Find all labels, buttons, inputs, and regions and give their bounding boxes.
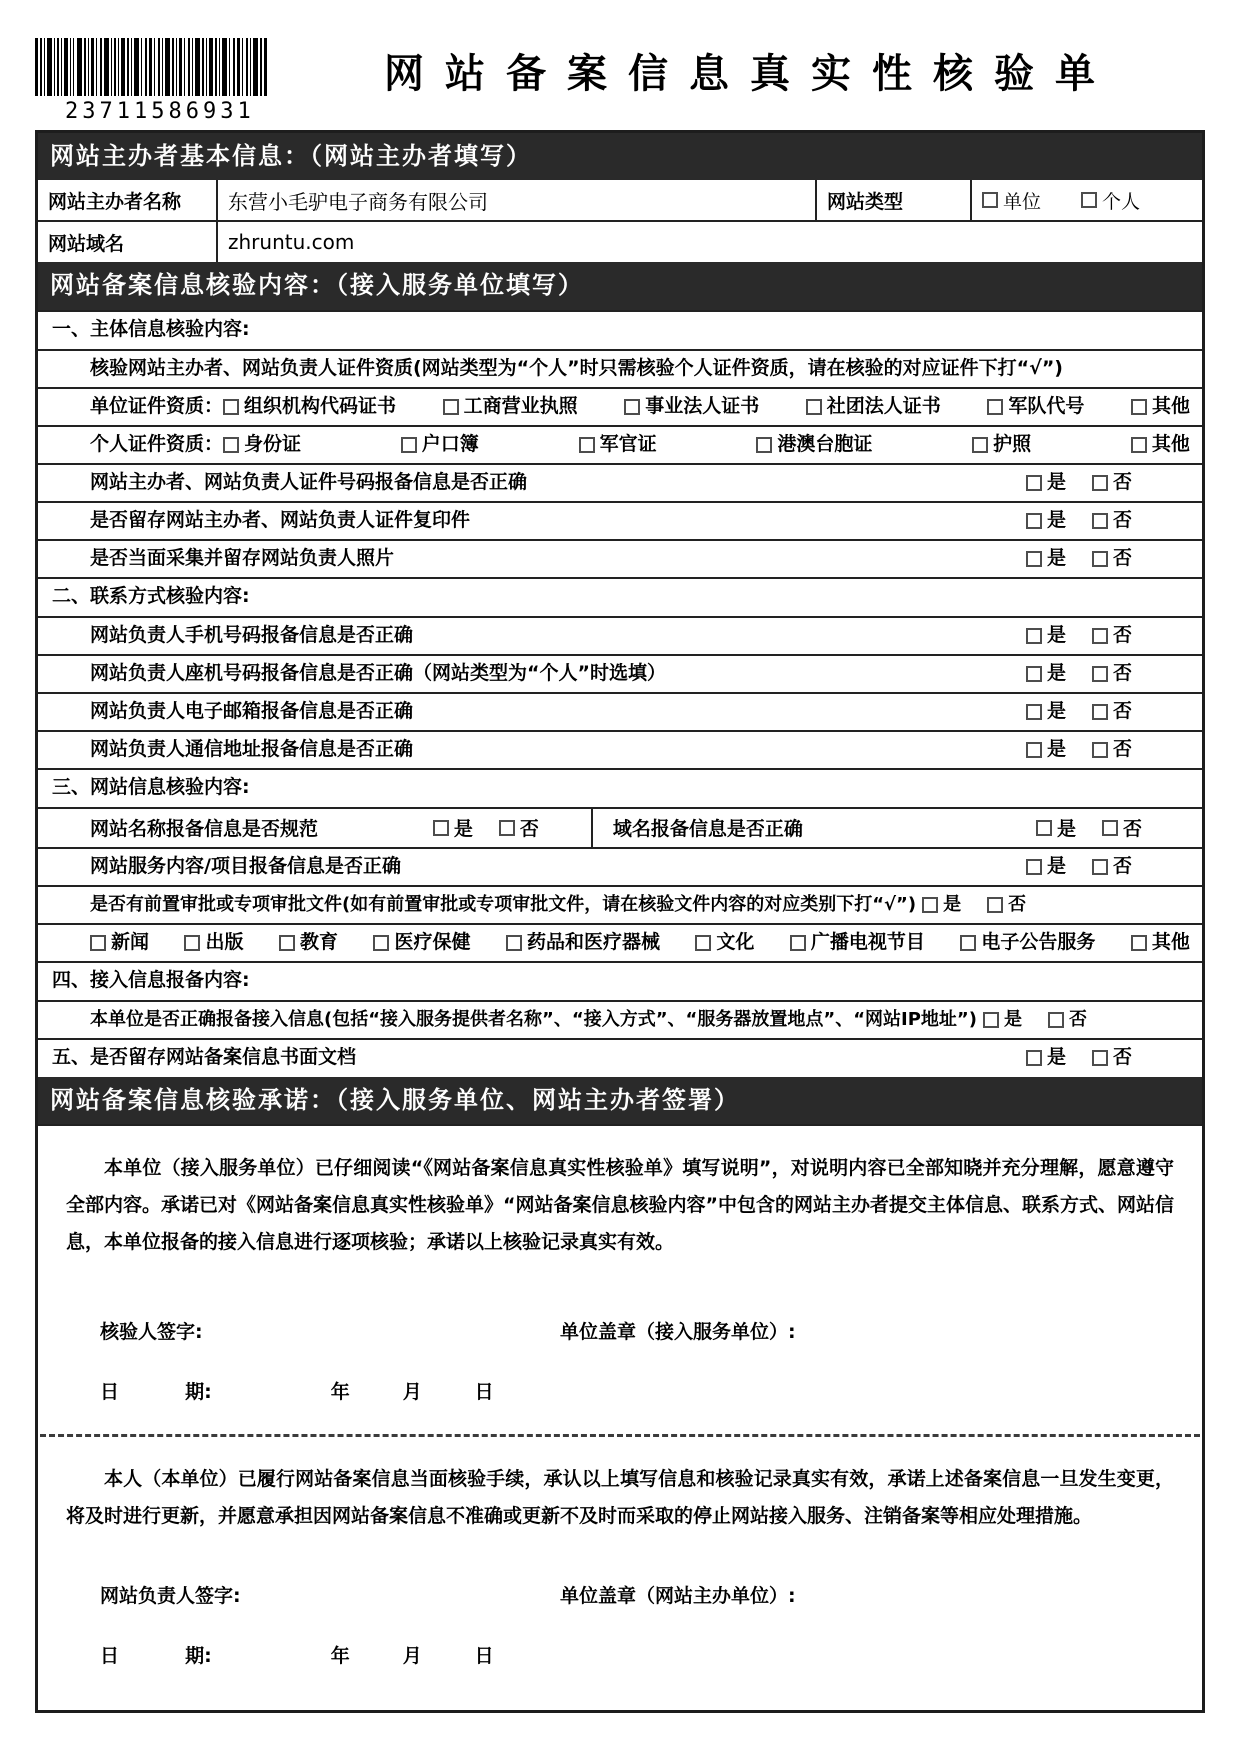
- checkbox-option[interactable]: [790, 931, 925, 955]
- checkbox-option[interactable]: [972, 433, 1031, 457]
- yes-checkbox-icon[interactable]: [1026, 666, 1042, 682]
- checkbox-icon[interactable]: [960, 935, 976, 951]
- checkbox-option[interactable]: [223, 433, 301, 457]
- yes-option[interactable]: [1026, 1046, 1066, 1070]
- question-text: 网站负责人座机号码报备信息是否正确（网站类型为“个人”时选填）: [90, 661, 666, 684]
- question-text: 五、是否留存网站备案信息书面文档: [52, 1046, 357, 1069]
- question-text: 网站名称报备信息是否规范: [90, 818, 319, 841]
- option-label: 出版: [205, 930, 244, 953]
- personal-cert-label: 个人证件资质：: [90, 432, 224, 455]
- option-label: 身份证: [244, 432, 302, 455]
- yes-checkbox-icon[interactable]: [1026, 859, 1042, 875]
- approval-category-options: [90, 931, 1192, 955]
- no-label: 否: [519, 818, 539, 841]
- option-label: 新闻: [111, 930, 150, 953]
- yes-label: 是: [1046, 1046, 1066, 1069]
- no-label: 否: [1112, 737, 1132, 760]
- no-checkbox-icon[interactable]: [1048, 1012, 1064, 1028]
- question-text: 网站负责人电子邮箱报备信息是否正确: [90, 699, 414, 722]
- yes-option[interactable]: [1026, 471, 1066, 495]
- sec1-title: 一、主体信息核验内容:: [38, 310, 1202, 349]
- no-checkbox-icon[interactable]: [1092, 513, 1108, 529]
- yes-option[interactable]: [1026, 547, 1066, 571]
- checkbox-icon[interactable]: [982, 192, 998, 208]
- no-checkbox-icon[interactable]: [499, 820, 515, 836]
- option-label: 户口簿: [421, 432, 479, 455]
- no-option[interactable]: [1092, 662, 1132, 686]
- yes-no-group: [433, 814, 591, 841]
- yes-option[interactable]: [1026, 700, 1066, 724]
- checkbox-option[interactable]: [401, 433, 479, 457]
- checkbox-icon[interactable]: [373, 935, 389, 951]
- yes-option[interactable]: [1036, 814, 1076, 841]
- checkbox-option[interactable]: [373, 931, 470, 955]
- option-label: 药品和医疗器械: [526, 930, 660, 953]
- yes-checkbox-icon[interactable]: [983, 1012, 999, 1028]
- checkbox-icon[interactable]: [223, 437, 239, 453]
- no-option[interactable]: [1092, 509, 1132, 533]
- domain-question-cell: [591, 809, 1202, 847]
- no-label: 否: [1112, 470, 1132, 493]
- isp-stamp-label: 单位盖章（接入服务单位）:: [560, 1321, 796, 1344]
- site-domain-label: 网站域名: [48, 232, 125, 255]
- split-question-row: [38, 807, 1202, 847]
- page-title: 网站备案信息真实性核验单: [384, 51, 1116, 97]
- option-label: 事业法人证书: [645, 394, 760, 417]
- checkbox-option[interactable]: [982, 187, 1041, 214]
- unit-cert-label: 单位证件资质：: [90, 394, 224, 417]
- yes-no-group: [922, 894, 1060, 917]
- yes-label: 是: [1046, 737, 1066, 760]
- question-text: 网站主办者、网站负责人证件号码报备信息是否正确: [90, 470, 528, 493]
- question-row: [38, 730, 1202, 768]
- checkbox-icon[interactable]: [579, 437, 595, 453]
- question-row: [38, 847, 1202, 885]
- no-option[interactable]: [1092, 547, 1132, 571]
- sec2-title: 二、联系方式核验内容:: [38, 577, 1202, 616]
- yes-option[interactable]: [1026, 662, 1066, 686]
- option-label: 其他: [1151, 432, 1190, 455]
- no-option[interactable]: [1092, 1046, 1132, 1070]
- yes-checkbox-icon[interactable]: [1036, 820, 1052, 836]
- checkbox-option[interactable]: [90, 931, 149, 955]
- option-label: 港澳台胞证: [777, 432, 873, 455]
- yes-checkbox-icon[interactable]: [1026, 742, 1042, 758]
- yes-option[interactable]: [922, 894, 961, 917]
- site-domain-value: zhruntu.com: [216, 222, 1202, 262]
- no-label: 否: [1112, 1046, 1132, 1069]
- question-text: 是否当面采集并留存网站负责人照片: [90, 546, 395, 569]
- no-checkbox-icon[interactable]: [987, 897, 1003, 913]
- yes-no-group: [1026, 855, 1192, 879]
- checkbox-option[interactable]: [279, 931, 338, 955]
- checkbox-icon[interactable]: [443, 399, 459, 415]
- no-checkbox-icon[interactable]: [1092, 704, 1108, 720]
- option-label: 组织机构代码证书: [244, 394, 397, 417]
- cut-dashed-divider: [40, 1434, 1200, 1437]
- yes-option[interactable]: [983, 1009, 1022, 1032]
- checkbox-icon[interactable]: [987, 399, 1003, 415]
- yes-checkbox-icon[interactable]: [922, 897, 938, 913]
- barcode-block: [35, 26, 277, 124]
- barcode-number: 23711586931: [65, 99, 255, 124]
- sec1-note: 核验网站主办者、网站负责人证件资质(网站类型为“个人”时只需核验个人证件资质，请在核验的对应证件下打“√”): [90, 356, 1063, 379]
- yes-no-group: [1026, 738, 1192, 762]
- commitment-paragraph-2: 本人（本单位）已履行网站备案信息当面核验手续，承认以上填写信息和核验记录真实有效，承诺上述备案信息一旦发生变更，将及时进行更新，并愿意承担因网站备案信息不准确或更新不及时而采取的停止网站接入服务、注销备案等相应处理措施。: [66, 1468, 1174, 1528]
- checkbox-option[interactable]: [1131, 931, 1190, 955]
- checkbox-option[interactable]: [506, 931, 660, 955]
- no-label: 否: [1112, 661, 1132, 684]
- page-header: [35, 26, 1205, 122]
- commitment-body: [38, 1124, 1202, 1710]
- organizer-name-value: 东营小毛驴电子商务有限公司: [216, 180, 815, 220]
- yes-option[interactable]: [1026, 855, 1066, 879]
- checkbox-option[interactable]: [960, 931, 1095, 955]
- checkbox-option[interactable]: [1081, 187, 1140, 214]
- checkbox-icon[interactable]: [1081, 192, 1097, 208]
- unit-cert-row: [38, 387, 1202, 425]
- no-option[interactable]: [499, 814, 539, 841]
- checkbox-icon[interactable]: [790, 935, 806, 951]
- no-checkbox-icon[interactable]: [1092, 859, 1108, 875]
- checkbox-option[interactable]: [443, 395, 578, 419]
- checkbox-option[interactable]: [756, 433, 872, 457]
- site-manager-signature-label: 网站负责人签字:: [100, 1585, 241, 1608]
- no-option[interactable]: [1048, 1009, 1087, 1032]
- verifier-signature-label: 核验人签字:: [100, 1321, 203, 1344]
- yes-option[interactable]: [1026, 509, 1066, 533]
- yes-label: 是: [453, 818, 473, 841]
- yes-checkbox-icon[interactable]: [433, 820, 449, 836]
- yes-label: 是: [943, 893, 962, 915]
- yes-label: 是: [1003, 1008, 1022, 1030]
- checkbox-option[interactable]: [579, 433, 657, 457]
- no-option[interactable]: [1092, 471, 1132, 495]
- approval-categories-row: [38, 923, 1202, 961]
- approval-question-row: [38, 885, 1202, 923]
- row-site-domain: [38, 220, 1202, 262]
- yes-no-group: [1026, 509, 1192, 533]
- option-label: 军队代号: [1008, 394, 1085, 417]
- yes-no-group: [1026, 700, 1192, 724]
- yes-label: 是: [1046, 623, 1066, 646]
- no-checkbox-icon[interactable]: [1092, 666, 1108, 682]
- section-header-verify-content: 网站备案信息核验内容：（接入服务单位填写）: [38, 262, 1202, 309]
- no-checkbox-icon[interactable]: [1092, 475, 1108, 491]
- checkbox-icon[interactable]: [184, 935, 200, 951]
- question-text: 是否留存网站主办者、网站负责人证件复印件: [90, 508, 471, 531]
- checkbox-icon[interactable]: [695, 935, 711, 951]
- no-label: 否: [1122, 818, 1142, 841]
- option-label: 文化: [716, 930, 755, 953]
- checkbox-option[interactable]: [624, 395, 759, 419]
- checkbox-icon[interactable]: [1131, 399, 1147, 415]
- question-text: 网站负责人通信地址报备信息是否正确: [90, 737, 414, 760]
- checkbox-icon[interactable]: [806, 399, 822, 415]
- question-row: [38, 463, 1202, 501]
- yes-option[interactable]: [1026, 738, 1066, 762]
- no-label: 否: [1112, 699, 1132, 722]
- no-option[interactable]: [987, 894, 1026, 917]
- yes-checkbox-icon[interactable]: [1026, 628, 1042, 644]
- checkbox-icon[interactable]: [401, 437, 417, 453]
- sec3-title: 三、网站信息核验内容:: [38, 768, 1202, 807]
- option-label: 个人: [1102, 190, 1141, 213]
- question-row: [38, 654, 1202, 692]
- yes-label: 是: [1056, 818, 1076, 841]
- yes-no-group: [1026, 547, 1192, 571]
- no-label: 否: [1112, 854, 1132, 877]
- date-line-1: 日 期: 年 月 日: [100, 1381, 494, 1404]
- personal-cert-options: [223, 433, 1192, 457]
- section-header-basic-info: 网站主办者基本信息：（网站主办者填写）: [38, 133, 1202, 180]
- question-text: 网站服务内容/项目报备信息是否正确: [90, 854, 401, 877]
- no-option[interactable]: [1102, 814, 1142, 841]
- yes-label: 是: [1046, 661, 1066, 684]
- checkbox-icon[interactable]: [279, 935, 295, 951]
- no-option[interactable]: [1092, 624, 1132, 648]
- no-checkbox-icon[interactable]: [1092, 742, 1108, 758]
- yes-checkbox-icon[interactable]: [1026, 475, 1042, 491]
- yes-checkbox-icon[interactable]: [1026, 1050, 1042, 1066]
- commitment-paragraph-1: 本单位（接入服务单位）已仔细阅读“《网站备案信息真实性核验单》填写说明”，对说明内容已全部知晓并充分理解，愿意遵守全部内容。承诺已对《网站备案信息真实性核验单》“网站备案信息核验内容”中包含的网站主办者提交主体信息、联系方式、网站信息，本单位报备的接入信息进行逐项核验；承诺以上核验记录真实有效。: [66, 1157, 1174, 1254]
- sec4-title: 四、接入信息报备内容:: [38, 961, 1202, 1000]
- yes-label: 是: [1046, 508, 1066, 531]
- checkbox-option[interactable]: [1131, 433, 1190, 457]
- checkbox-option[interactable]: [987, 395, 1084, 419]
- checkbox-icon[interactable]: [756, 437, 772, 453]
- question-text: 域名报备信息是否正确: [612, 818, 803, 841]
- checkbox-icon[interactable]: [1131, 935, 1147, 951]
- yes-no-group: [1026, 471, 1192, 495]
- no-label: 否: [1112, 546, 1132, 569]
- no-option[interactable]: [1092, 855, 1132, 879]
- personal-cert-row: [38, 425, 1202, 463]
- checkbox-option[interactable]: [184, 931, 243, 955]
- no-label: 否: [1112, 623, 1132, 646]
- no-option[interactable]: [1092, 700, 1132, 724]
- question-row: [38, 692, 1202, 730]
- option-label: 其他: [1151, 930, 1190, 953]
- checkbox-icon[interactable]: [624, 399, 640, 415]
- option-label: 医疗保健: [394, 930, 471, 953]
- no-option[interactable]: [1092, 738, 1132, 762]
- question-text: 是否有前置审批或专项审批文件(如有前置审批或专项审批文件，请在核验文件内容的对应类别下打“√”): [90, 893, 917, 915]
- yes-option[interactable]: [1026, 624, 1066, 648]
- checkbox-option[interactable]: [806, 395, 941, 419]
- checkbox-icon[interactable]: [972, 437, 988, 453]
- checkbox-option[interactable]: [223, 395, 396, 419]
- sec5-title-row: [38, 1038, 1202, 1077]
- yes-label: 是: [1046, 546, 1066, 569]
- option-label: 工商营业执照: [463, 394, 578, 417]
- no-checkbox-icon[interactable]: [1102, 820, 1118, 836]
- no-checkbox-icon[interactable]: [1092, 551, 1108, 567]
- access-question-row: [38, 1000, 1202, 1038]
- yes-checkbox-icon[interactable]: [1026, 551, 1042, 567]
- yes-checkbox-icon[interactable]: [1026, 513, 1042, 529]
- yes-label: 是: [1046, 854, 1066, 877]
- sec1-note-row: [38, 349, 1202, 387]
- option-label: 教育: [299, 930, 338, 953]
- yes-checkbox-icon[interactable]: [1026, 704, 1042, 720]
- question-row: [38, 539, 1202, 577]
- option-label: 单位: [1003, 190, 1042, 213]
- option-label: 军官证: [599, 432, 657, 455]
- no-label: 否: [1008, 893, 1027, 915]
- date-line-2: 日 期: 年 月 日: [100, 1645, 494, 1668]
- form-table: [35, 130, 1205, 1713]
- yes-option[interactable]: [433, 814, 473, 841]
- option-label: 广播电视节目: [810, 930, 925, 953]
- no-checkbox-icon[interactable]: [1092, 628, 1108, 644]
- option-label: 护照: [993, 432, 1032, 455]
- option-label: 其他: [1151, 394, 1190, 417]
- yes-no-group: [1026, 624, 1192, 648]
- unit-cert-options: [223, 395, 1192, 419]
- no-checkbox-icon[interactable]: [1092, 1050, 1108, 1066]
- checkbox-icon[interactable]: [90, 935, 106, 951]
- yes-no-group: [1026, 662, 1192, 686]
- checkbox-option[interactable]: [695, 931, 754, 955]
- checkbox-icon[interactable]: [506, 935, 522, 951]
- question-row: [38, 616, 1202, 654]
- no-label: 否: [1068, 1008, 1087, 1030]
- checkbox-icon[interactable]: [223, 399, 239, 415]
- question-row: [38, 501, 1202, 539]
- checkbox-option[interactable]: [1131, 395, 1190, 419]
- option-label: 社团法人证书: [826, 394, 941, 417]
- barcode-image: [35, 38, 267, 96]
- signature-row-site-manager: [38, 1581, 1202, 1607]
- section-header-commitment: 网站备案信息核验承诺：（接入服务单位、网站主办者签署）: [38, 1077, 1202, 1124]
- row-organizer-name: [38, 180, 1202, 220]
- organizer-name-label: 网站主办者名称: [48, 190, 182, 213]
- option-label: 电子公告服务: [981, 930, 1096, 953]
- site-type-label: 网站类型: [815, 180, 970, 220]
- signature-row-verifier: [38, 1317, 1202, 1343]
- yes-no-group: [983, 1009, 1121, 1032]
- organizer-stamp-label: 单位盖章（网站主办单位）:: [560, 1585, 796, 1608]
- yes-label: 是: [1046, 470, 1066, 493]
- checkbox-icon[interactable]: [1131, 437, 1147, 453]
- question-text: 网站负责人手机号码报备信息是否正确: [90, 623, 414, 646]
- yes-no-group: [1026, 1046, 1192, 1070]
- yes-no-group: [1036, 814, 1202, 841]
- yes-label: 是: [1046, 699, 1066, 722]
- question-text: 本单位是否正确报备接入信息(包括“接入服务提供者名称”、“接入方式”、“服务器放置地点”、“网站IP地址”): [90, 1008, 977, 1030]
- site-name-question-cell: [38, 809, 591, 847]
- no-label: 否: [1112, 508, 1132, 531]
- site-type-options: [970, 180, 1202, 220]
